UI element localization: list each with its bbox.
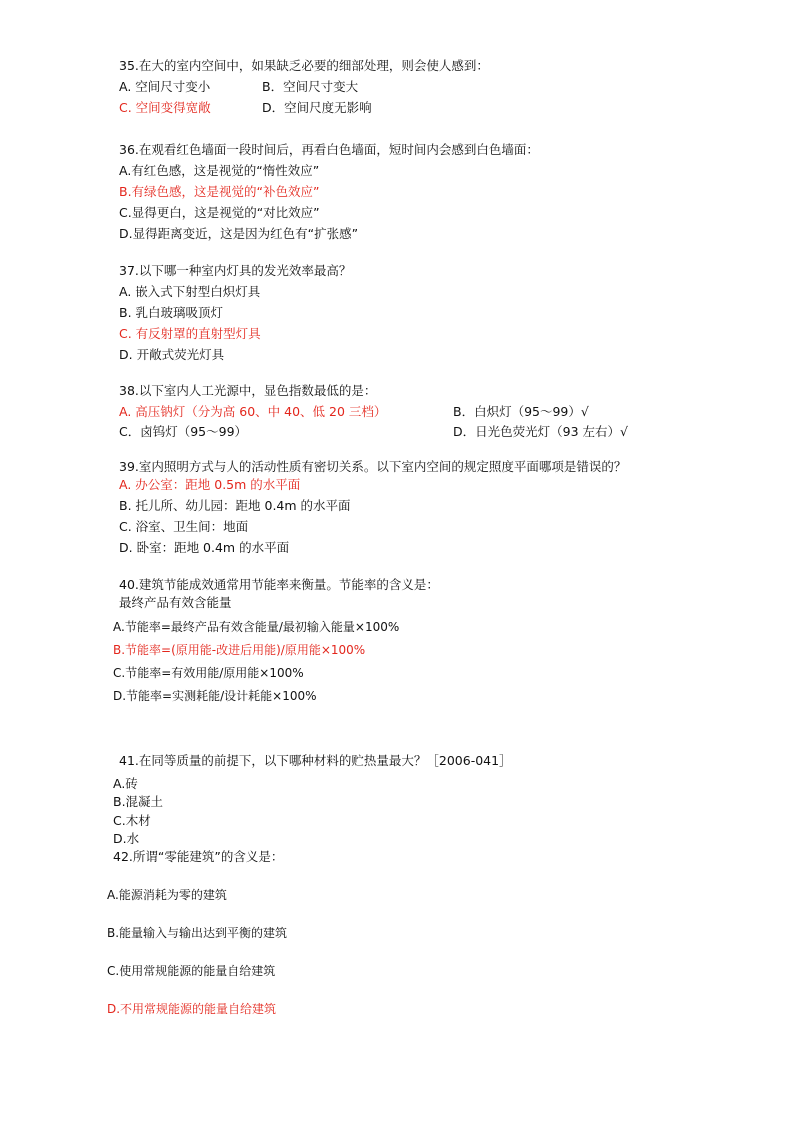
question-35-option-b: B．空间尺寸变大 — [262, 79, 359, 94]
question-37-option-c-answer: C. 有反射罩的直射型灯具 — [119, 326, 261, 341]
question-38-stem: 38.以下室内人工光源中，显色指数最低的是： — [119, 383, 377, 398]
question-37-option-b: B. 乳白玻璃吸顶灯 — [119, 305, 224, 320]
question-42-option-c: C.使用常规能源的能量自给建筑 — [107, 964, 276, 978]
question-35-option-d: D．空间尺度无影响 — [262, 100, 372, 115]
question-40-option-d: D.节能率=实测耗能/设计耗能×100% — [113, 689, 317, 703]
question-36-option-d: D.显得距离变近，这是因为红色有“扩张感” — [119, 226, 359, 241]
question-41-stem: 41.在同等质量的前提下，以下哪种材料的贮热量最大？［2006-041］ — [119, 753, 512, 768]
question-41-option-b: B.混凝土 — [113, 794, 164, 809]
question-39-stem: 39.室内照明方式与人的活动性质有密切关系。以下室内空间的规定照度平面哪项是错误的？ — [119, 459, 627, 474]
question-38-option-b: B．白炽灯（95～99）√ — [453, 404, 589, 419]
question-39-option-c: C. 浴室、卫生间：地面 — [119, 519, 249, 534]
question-36-option-a: A.有红色感，这是视觉的“惰性效应” — [119, 163, 320, 178]
question-38-option-a-answer: A. 高压钠灯（分为高 60、中 40、低 20 三档） — [119, 404, 387, 419]
question-39-option-b: B. 托儿所、幼儿园：距地 0.4m 的水平面 — [119, 498, 351, 513]
question-37-option-a: A. 嵌入式下射型白炽灯具 — [119, 284, 261, 299]
question-40-note: 最终产品有效含能量 — [119, 595, 232, 610]
question-41-option-a: A.砖 — [113, 776, 138, 791]
question-35-stem: 35.在大的室内空间中，如果缺乏必要的细部处理，则会使人感到： — [119, 58, 489, 73]
question-38-option-c: C．卤钨灯（95～99） — [119, 424, 248, 439]
question-35-option-c-answer: C. 空间变得宽敞 — [119, 100, 211, 115]
question-36-stem: 36.在观看红色墙面一段时间后，再看白色墙面，短时间内会感到白色墙面： — [119, 142, 539, 157]
question-36-option-b-answer: B.有绿色感，这是视觉的“补色效应” — [119, 184, 320, 199]
question-41-option-d: D.水 — [113, 831, 140, 846]
question-41-option-c: C.木材 — [113, 813, 151, 828]
question-40-option-c: C.节能率=有效用能/原用能×100% — [113, 666, 304, 680]
question-38-option-d: D．日光色荧光灯（93 左右）√ — [453, 424, 628, 439]
question-37-stem: 37.以下哪一种室内灯具的发光效率最高？ — [119, 263, 352, 278]
question-35-option-a: A. 空间尺寸变小 — [119, 79, 211, 94]
question-39-option-d: D. 卧室：距地 0.4m 的水平面 — [119, 540, 290, 555]
question-40-option-b-answer: B.节能率=(原用能-改进后用能)/原用能×100% — [113, 643, 366, 657]
question-42-option-a: A.能源消耗为零的建筑 — [107, 888, 227, 902]
question-36-option-c: C.显得更白，这是视觉的“对比效应” — [119, 205, 320, 220]
question-39-option-a-answer: A. 办公室：距地 0.5m 的水平面 — [119, 477, 301, 492]
question-40-option-a: A.节能率=最终产品有效含能量/最初输入能量×100% — [113, 620, 400, 634]
question-40-stem: 40.建筑节能成效通常用节能率来衡量。节能率的含义是： — [119, 577, 439, 592]
question-42-option-b: B.能量输入与输出达到平衡的建筑 — [107, 926, 288, 940]
question-37-option-d: D. 开敞式荧光灯具 — [119, 347, 225, 362]
question-42-option-d-answer: D.不用常规能源的能量自给建筑 — [107, 1002, 277, 1016]
question-42-stem: 42.所谓“零能建筑”的含义是： — [113, 849, 284, 864]
